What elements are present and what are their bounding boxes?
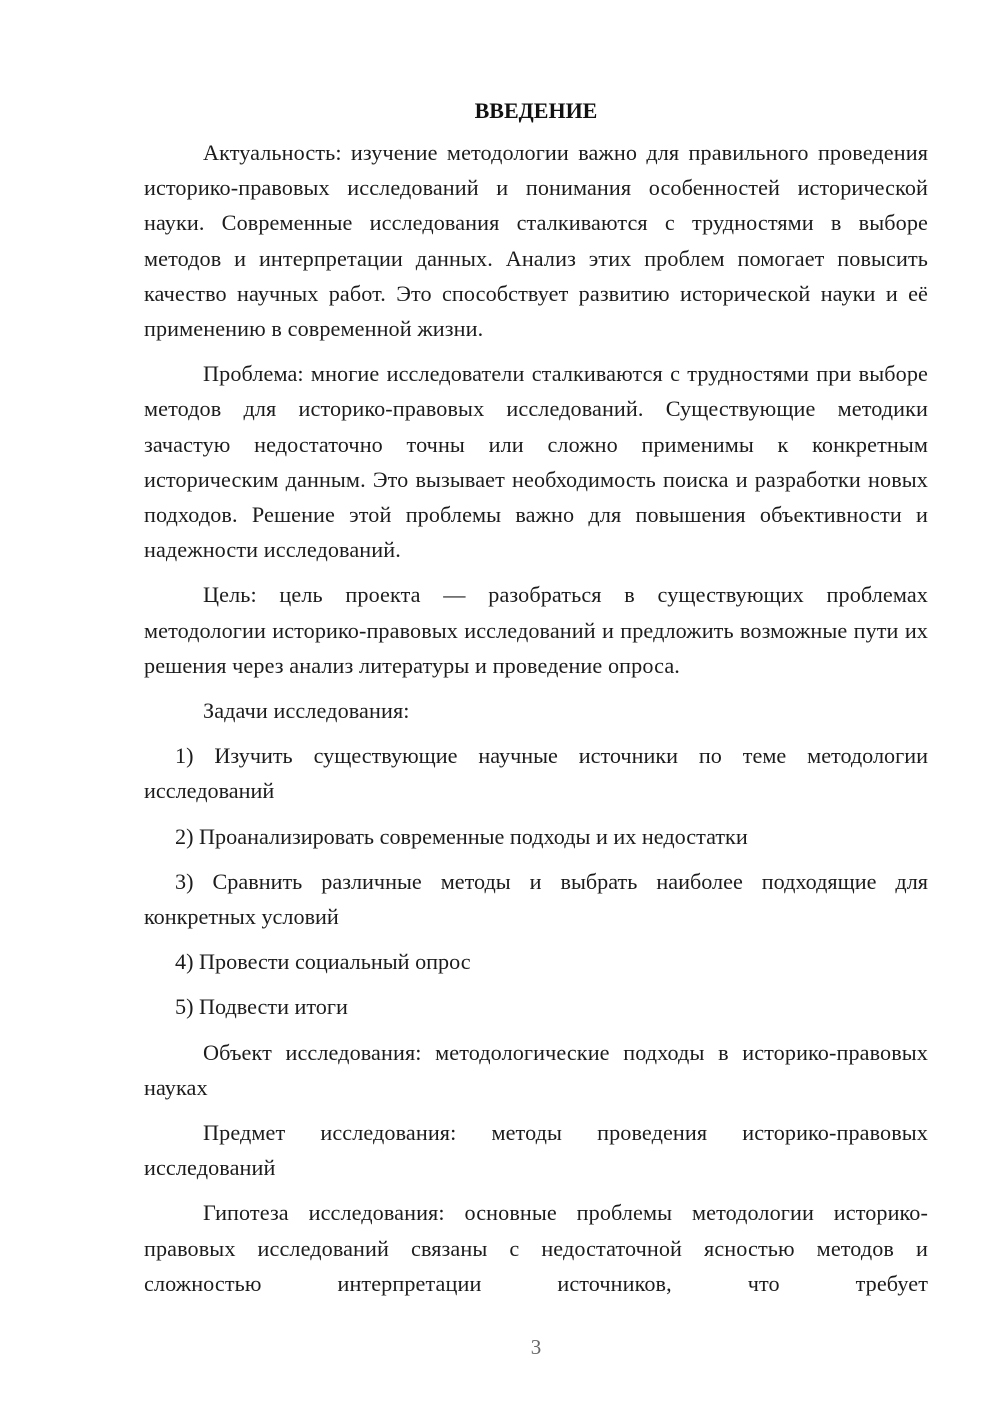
hypothesis-paragraph: Гипотеза исследования: основные проблемы методологии историко-правовых исследований связаны с недостаточной ясностью методов и сложностью интерпретации источников, что требует: [144, 1200, 928, 1296]
task-item-5: 5) Подвести итоги: [175, 994, 348, 1020]
section-title: ВВЕДЕНИЕ: [474, 98, 598, 123]
task-item-1: 1) Изучить существующие научные источники по теме методологии исследований: [144, 743, 928, 804]
document-page: [144, 93, 928, 1311]
goal-paragraph: Цель: цель проекта — разобраться в существующих проблемах методологии историко-правовых исследований и предложить возможные пути их решения через анализ литературы и проведение опроса.: [144, 582, 928, 678]
relevance-paragraph: Актуальность: изучение методологии важно для правильного проведения историко-правовых исследований и понимания особенностей исторической науки. Современные исследования сталкиваются с трудностями в выборе методов и интерпретации данных. Анализ этих проблем помогает повысить качество научных работ. Это способствует развитию исторической науки и её применению в современной жизни.: [144, 140, 928, 342]
task-item-2: 2) Проанализировать современные подходы и их недостатки: [175, 823, 748, 849]
problem-paragraph: Проблема: многие исследователи сталкиваются с трудностями при выборе методов для историко-правовых исследований. Существующие методики зачастую недостаточно точны или сложно применимы к конкретным историческим данным. Это вызывает необходимость поиска и разработки новых подходов. Решение этой проблемы важно для повышения объективности и надежности исследований.: [144, 361, 928, 563]
page-number: 3: [530, 1335, 542, 1359]
tasks-heading: Задачи исследования:: [203, 698, 410, 724]
task-item-3: 3) Сравнить различные методы и выбрать наиболее подходящие для конкретных условий: [144, 868, 928, 930]
object-paragraph: Объект исследования: методологические подходы в историко-правовых науках: [144, 1039, 928, 1100]
subject-paragraph: Предмет исследования: методы проведения историко-правовых исследований: [144, 1120, 928, 1181]
task-item-4: 4) Провести социальный опрос: [175, 949, 471, 975]
